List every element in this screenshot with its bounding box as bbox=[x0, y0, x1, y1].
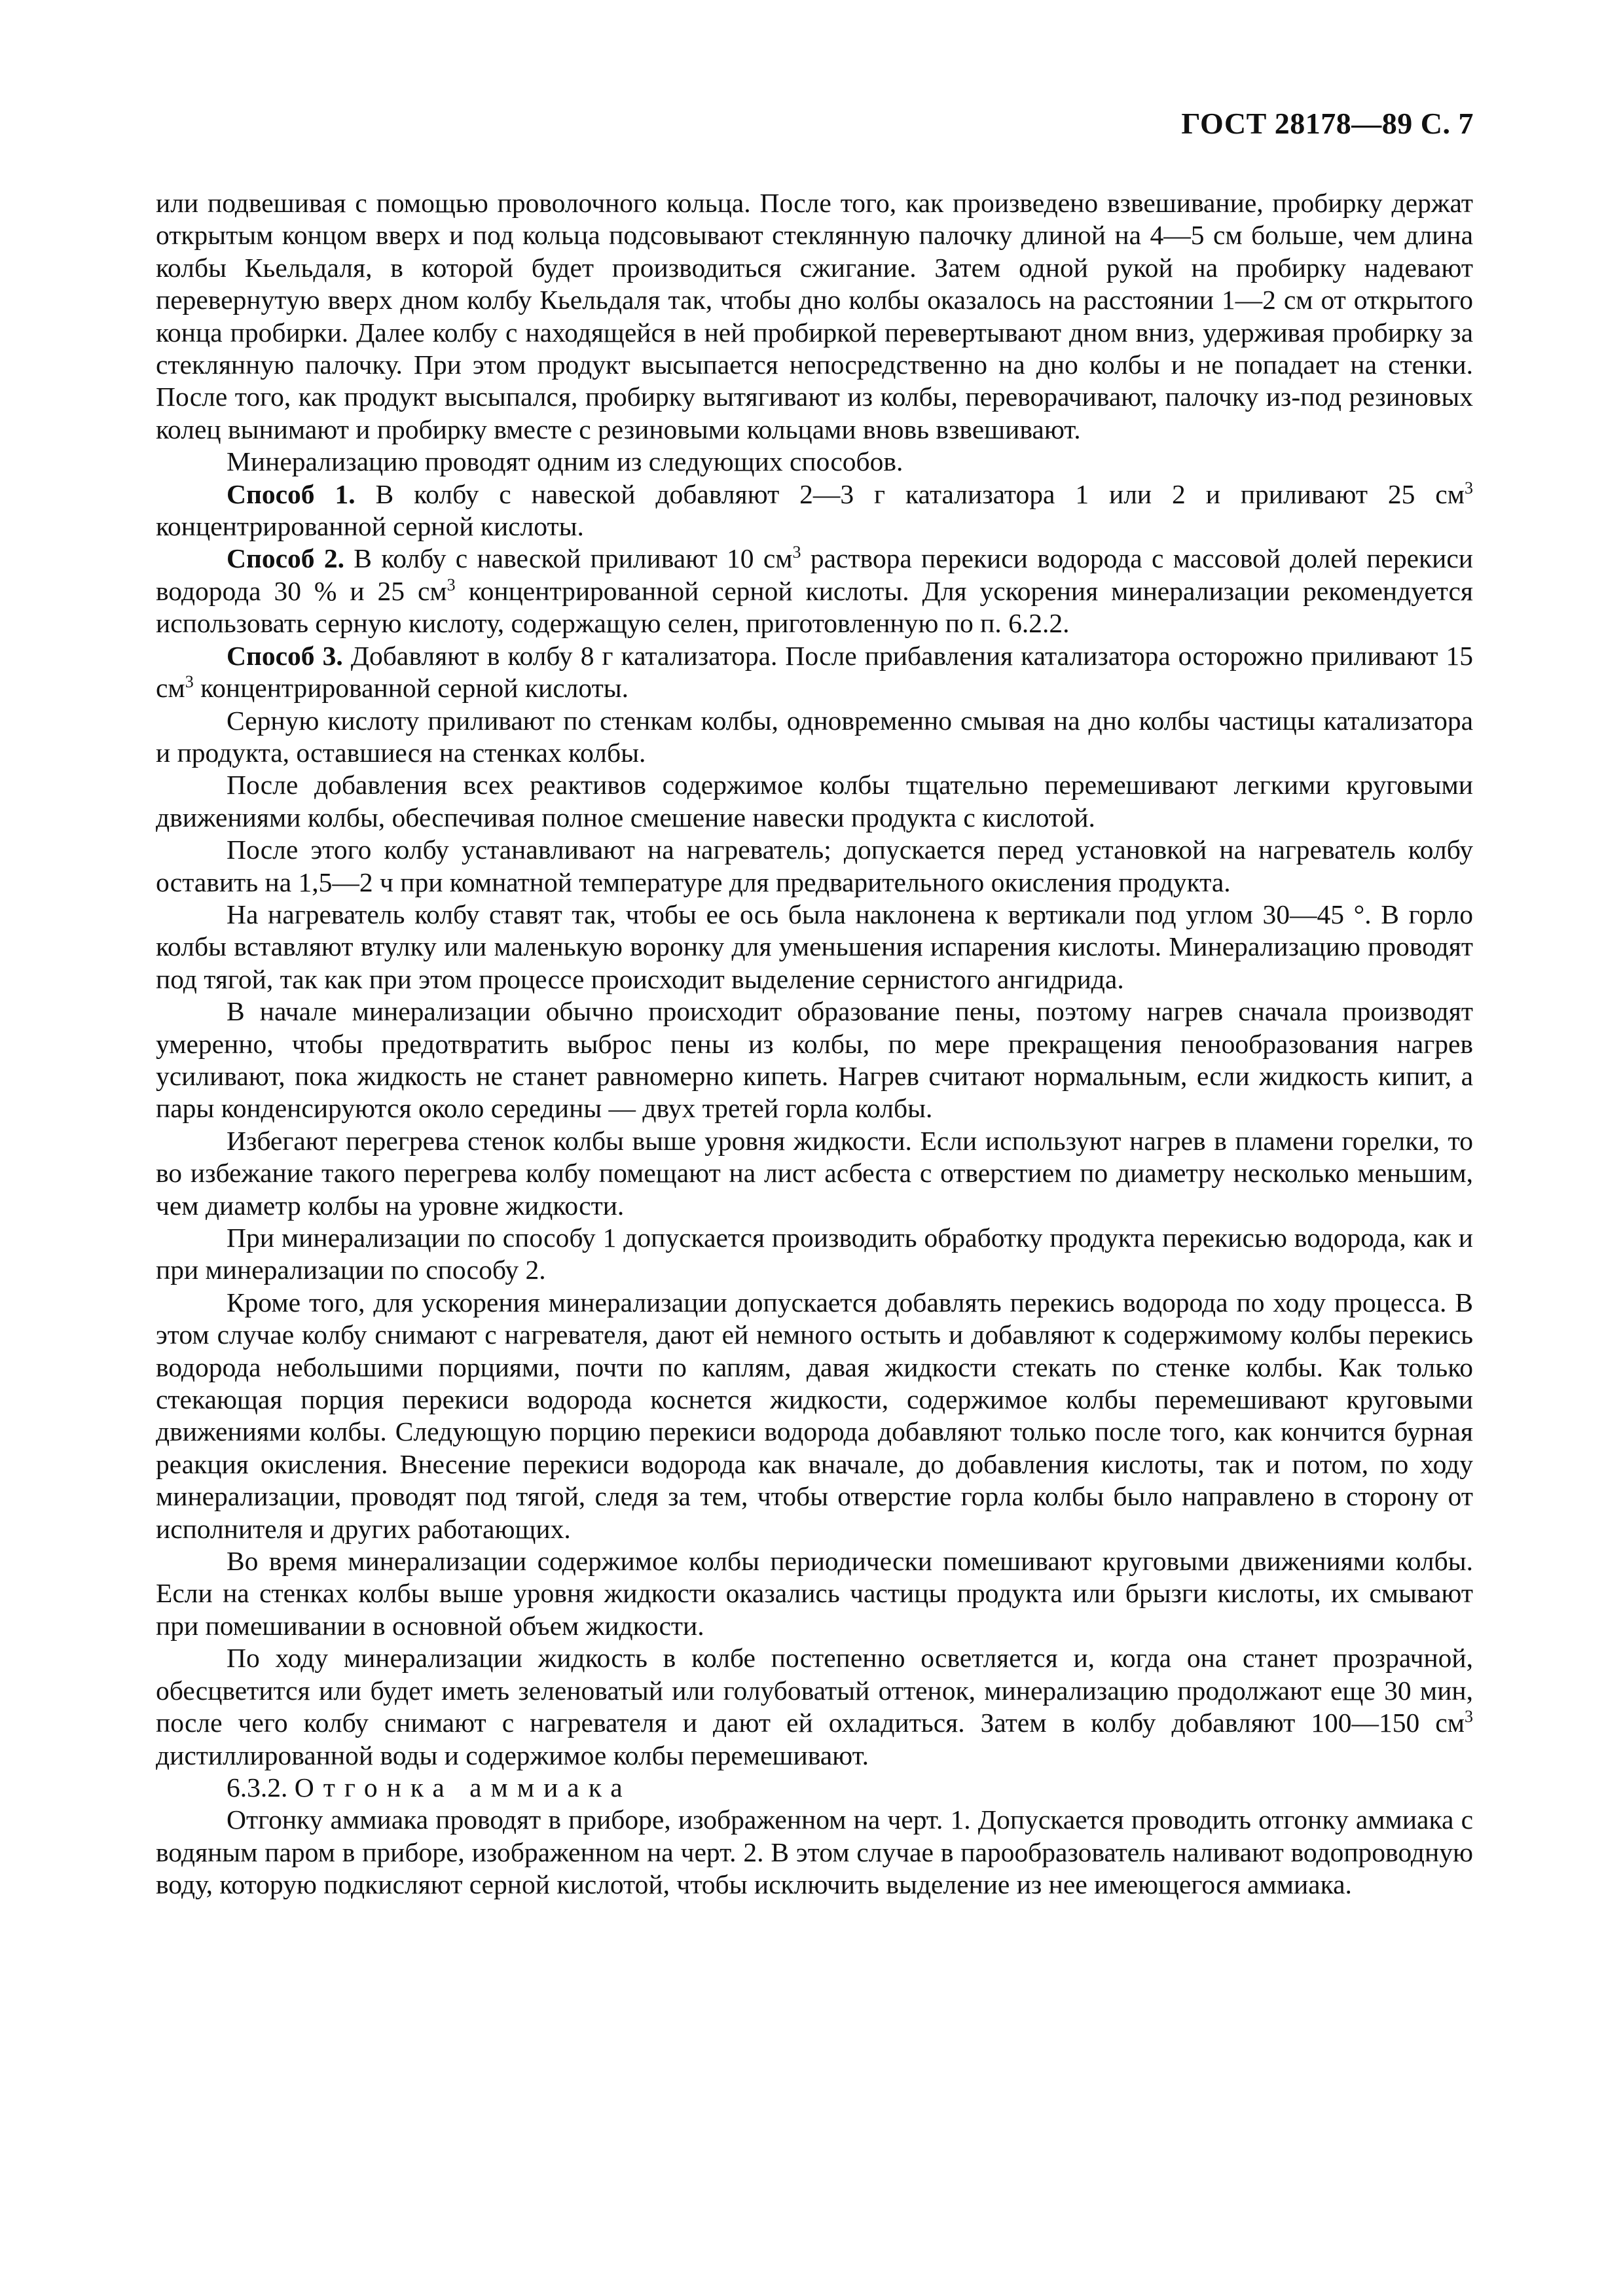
paragraph-text: концентрированной серной кислоты. bbox=[193, 673, 629, 704]
superscript: 3 bbox=[447, 575, 456, 594]
paragraph-method-1 bbox=[156, 478, 1473, 543]
paragraph-method-3 bbox=[156, 640, 1473, 705]
section-title: Отгонка аммиака bbox=[294, 1772, 632, 1803]
paragraph: Избегают перегрева стенок колбы выше уровня жидкости. Если используют нагрев в пламени горелки, то во избежание такого перегрева колбу помещают на лист асбеста с отверстием по диаметру несколько меньшим, чем диаметр колбы на уровне жидкости. bbox=[156, 1125, 1473, 1221]
paragraph: Во время минерализации содержимое колбы периодически помешивают круговыми движениями колбы. Если на стенках колбы выше уровня жидкости оказались частицы продукта или брызги кислоты, их смывают при помешивании в основной объем жидкости. bbox=[156, 1546, 1473, 1641]
superscript: 3 bbox=[185, 672, 194, 692]
paragraph-text: В колбу с навеской добавляют 2—3 г катализатора 1 или 2 и приливают 25 см bbox=[355, 478, 1465, 509]
paragraph: Отгонку аммиака проводят в приборе, изображенном на черт. 1. Допускается проводить отгонку аммиака с водяным паром в приборе, изображенном на черт. 2. В этом случае в парообразователь наливают водопроводную воду, которую подкисляют серной кислотой, чтобы исключить выделение из нее имеющегося аммиака. bbox=[156, 1804, 1473, 1900]
method-label: Способ 2. bbox=[227, 543, 344, 574]
paragraph: При минерализации по способу 1 допускается производить обработку продукта перекисью водорода, как и при минерализации по способу 2. bbox=[156, 1223, 1473, 1285]
paragraph: На нагреватель колбу ставят так, чтобы ее ось была наклонена к вертикали под углом 30—45 °. В горло колбы вставляют втулку или маленькую воронку для уменьшения испарения кислоты. Минерализацию проводят под тягой, так как при этом процессе происходит выделение сернистого ангидрида. bbox=[156, 899, 1473, 994]
paragraph-text: В колбу с навеской приливают 10 см bbox=[344, 543, 793, 574]
paragraph: Минерализацию проводят одним из следующих способов. bbox=[227, 446, 903, 477]
superscript: 3 bbox=[792, 543, 801, 562]
paragraph-text: концентрированной серной кислоты. bbox=[156, 511, 584, 542]
paragraph-text: концентрированной серной кислоты. Для ускорения минерализации рекомендуется использовать серную кислоту, содержащую селен, приготовленную по п. 6.2.2. bbox=[156, 575, 1473, 639]
paragraph: В начале минерализации обычно происходит образование пены, поэтому нагрев сначала производят умеренно, чтобы предотвратить выброс пены из колбы, по мере прекращения пенообразования нагрев усиливают, пока жидкость не станет равномерно кипеть. Нагрев считают нормальным, если жидкость кипит, а пары конденсируются около середины — двух третей горла колбы. bbox=[156, 996, 1473, 1124]
page-header: ГОСТ 28178—89 С. 7 bbox=[1181, 107, 1474, 140]
paragraph-text: раствора перекиси водорода с массовой долей перекиси водорода 30 % и 25 см bbox=[156, 543, 1473, 606]
paragraph: Серную кислоту приливают по стенкам колбы, одновременно смывая на дно колбы частицы катализатора и продукта, оставшиеся на стенках колбы. bbox=[156, 705, 1473, 768]
method-label: Способ 3. bbox=[227, 640, 343, 671]
document-body bbox=[156, 187, 1473, 1901]
superscript: 3 bbox=[1465, 478, 1473, 497]
paragraph: Кроме того, для ускорения минерализации допускается добавлять перекись водорода по ходу процесса. В этом случае колбу снимают с нагревателя, дают ей немного остыть и добавляют к содержимому колбы перекись водорода небольшими порциями, почти по каплям, давая жидкости стекать по стенке колбы. Как только стекающая порция перекиси водорода коснется жидкости, содержимое колбы перемешивают круговыми движениями колбы. Следующую порцию перекиси водорода добавляют только после того, как кончится бурная реакция окисления. Внесение перекиси водорода как вначале, до добавления кислоты, так и потом, по ходу минерализации, проводят под тягой, следя за тем, чтобы отверстие горла колбы было направлено в сторону от исполнителя и других работающих. bbox=[156, 1287, 1473, 1544]
paragraph bbox=[156, 1642, 1473, 1772]
paragraph-text: Добавляют в колбу 8 г катализатора. После прибавления катализатора осторожно приливают 15 см bbox=[156, 640, 1473, 704]
section-heading bbox=[156, 1772, 1473, 1804]
method-label: Способ 1. bbox=[227, 478, 356, 509]
section-number: 6.3.2. bbox=[227, 1772, 295, 1803]
paragraph-text: дистиллированной воды и содержимое колбы перемешивают. bbox=[156, 1740, 869, 1770]
paragraph: После добавления всех реактивов содержимое колбы тщательно перемешивают легкими круговыми движениями колбы, обеспечивая полное смешение навески продукта с кислотой. bbox=[156, 770, 1473, 833]
paragraph: После этого колбу устанавливают на нагреватель; допускается перед установкой на нагреватель колбу оставить на 1,5—2 ч при комнатной температуре для предварительного окисления продукта. bbox=[156, 834, 1473, 897]
superscript: 3 bbox=[1465, 1707, 1473, 1727]
paragraph-text: По ходу минерализации жидкость в колбе постепенно осветляется и, когда она станет прозрачной, обесцветится или будет иметь зеленоватый или голубоватый оттенок, минерализацию продолжают еще 30 мин, после чего колбу снимают с нагревателя и дают ей охладиться. Затем в колбу добавляют 100—150 см bbox=[156, 1643, 1473, 1738]
paragraph: или подвешивая с помощью проволочного кольца. После того, как произведено взвешивание, пробирку держат открытым концом вверх и под кольца подсовывают стеклянную палочку длиной на 4—5 см больше, чем длина колбы Кьельдаля, в которой будет производиться сжигание. Затем одной рукой на пробирку надевают перевернутую вверх дном колбу Кьельдаля так, чтобы дно колбы оказалось на расстоянии 1—2 см от открытого конца пробирки. Далее колбу с находящейся в ней пробиркой перевертывают дном вниз, удерживая пробирку за стеклянную палочку. При этом продукт высыпается непосредственно на дно колбы и не попадает на стенки. После того, как продукт высыпался, пробирку вытягивают из колбы, переворачивают, палочку из-под резиновых колец вынимают и пробирку вместе с резиновыми кольцами вновь взвешивают. bbox=[156, 188, 1473, 444]
paragraph-method-2 bbox=[156, 543, 1473, 639]
